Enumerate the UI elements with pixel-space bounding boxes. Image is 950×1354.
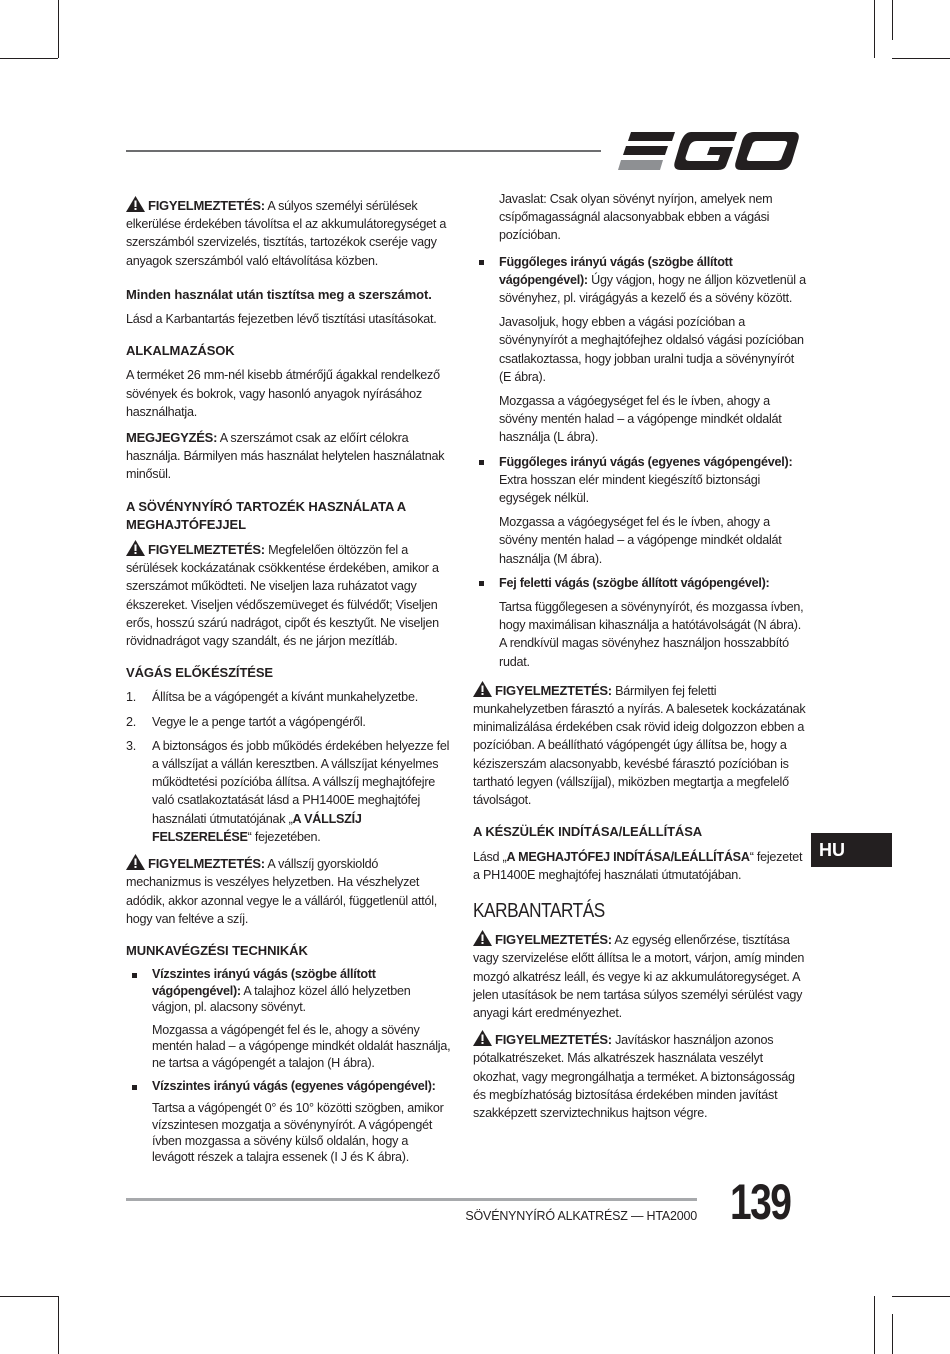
list-item [126, 737, 452, 846]
warning-text: Bármilyen fej feletti munkahelyzetben fárasztó a nyírás. A balesetek kockázatának minimalizálása érdekében csak rövid ideig dolgozzon ebben a pozícióban. A beállítható vágópengét úgy állítsa be, hogy a kéziszerszám alacsonyabb, kevésbé fárasztó pozícióban is tartható legyen (vállszíjjal), miközben megtartja a megfelelő távolságot. [473, 683, 806, 808]
section-heading: A KÉSZÜLÉK INDÍTÁSA/LEÁLLÍTÁSA [473, 824, 703, 840]
warning-triangle-icon [126, 196, 145, 212]
bullet-item [473, 453, 806, 508]
crop-mark [58, 0, 59, 58]
bullet-detail: Tartsa függőlegesen a sövénynyírót, és mozgassa ívben, hogy maximálisan kihasználja a hatótávolságát (N ábra). A rendkívül magas sövényhez használjon hosszabbító rudat. [499, 600, 804, 669]
warning-paragraph [473, 681, 806, 809]
warning-text: Megfelelően öltözzön fel a sérülések kockázatának csökkentése érdekében, amikor a szerszámot működteti. Ne viseljen laza ruházatot vagy ékszereket. Viseljen védőszemüveget és fülvédőt; Viseljen erős, hosszú szárú nadrágot, cipőt és kesztyűt. Ne viseljen rövidnadrágot vagy szandált, és ne járjon mezítláb. [126, 543, 439, 649]
footer-rule [126, 1198, 697, 1201]
bullet-title: Vízszintes irányú vágás (egyenes vágópengével): [152, 1078, 436, 1093]
crop-mark [892, 1296, 950, 1297]
warning-text: A vállszíj gyorskioldó mechanizmus is veszélyes helyzetben. Ha vészhelyzet adódik, akkor azonnal vegye le a válláról, függetlenül attól, hogy van feltéve a szíj. [126, 857, 437, 926]
body-text [473, 848, 806, 884]
section-heading-large: KARBANTARTÁS [473, 899, 605, 922]
bullet-item [473, 574, 806, 592]
section-heading: MUNKAVÉGZÉSI TECHNIKÁK [126, 942, 308, 958]
bullet-detail: Mozgassa a vágóegységet fel és le ívben, ahogy a sövény mentén halad – a vágópenge mindkét oldalát használja (M ábra). [499, 515, 782, 566]
body-text: Lásd a Karbantartás fejezetben lévő tisztítási utasításokat. [126, 312, 437, 327]
warning-triangle-icon [126, 854, 145, 870]
step-text: Állítsa be a vágópengét a kívánt munkahelyzetbe. [152, 690, 418, 705]
bullet-detail: Tartsa a vágópengét 0° és 10° közötti szögben, amikor vízszintesen mozgatja a sövénynyírót. A vágópengét ívben mozgassa a sövény külső oldalán, hogy a levágott részek a talajra essenek (I J és K ábra). [152, 1101, 444, 1165]
bullet-detail: Javaslat: Csak olyan sövényt nyírjon, amelyek nem csípőmagasságnál alacsonyabbak ebben a vágási pozícióban. [499, 192, 773, 243]
bullet-title: Vízszintes irányú vágás (szögbe állított vágópengével): [152, 967, 376, 998]
warning-text: Az egység ellenőrzése, tisztítása vagy szervizelése előtt állítsa le a motort, várjon, amíg minden mozgó alkatrész leáll, és vegye ki az akkumulátoregységet. A jelen utasítások be nem tartása súlyos személyi sérülést vagy anyagi kárt eredményezhet. [473, 933, 805, 1020]
step-text: Vegye le a penge tartót a vágópengéről. [152, 714, 366, 729]
step-number: 3. [126, 738, 137, 753]
section-heading: Minden használat után tisztítsa meg a szerszámot. [126, 286, 432, 302]
warning-paragraph [126, 540, 452, 650]
bullet-item [126, 966, 452, 1016]
crop-mark [892, 1314, 893, 1354]
body-text: A terméket 26 mm-nél kisebb átmérőjű ágakkal rendelkező sövények és bokrok, vagy hasonló anyagok nyírásához használhatja. [126, 368, 440, 419]
footer-title: SÖVÉNYNYÍRÓ ALKATRÉSZ — HTA2000 [465, 1209, 697, 1223]
section-heading: ALKALMAZÁSOK [126, 343, 235, 359]
language-tab: HU [811, 833, 892, 867]
warning-text: Javításkor használjon azonos pótalkatrészeket. Más alkatrészek használata veszélyt okozhat, vagy megrongálhatja a terméket. A biztonságosság és megbízhatóság biztosítása érdekében minden javítást szakképzett szerviztechnikus hajtson végre. [473, 1033, 795, 1120]
page-number: 139 [730, 1174, 791, 1230]
bullet-detail: Javasoljuk, hogy ebben a vágási pozícióban a sövénynyírót a meghajtófejhez oldalsó vágási pozícióban csatlakoztassa, hogy jobban uralni tudja a sövénynyírót (E ábra). [499, 315, 804, 384]
warning-label: FIGYELMEZTETÉS: [495, 1032, 612, 1048]
section-heading: VÁGÁS ELŐKÉSZÍTÉSE [126, 665, 274, 681]
chapter-reference: A MEGHAJTÓFEJ INDÍTÁSA/LEÁLLÍTÁSA [506, 849, 750, 864]
warning-label: FIGYELMEZTETÉS: [148, 856, 265, 872]
bullet-square [132, 1085, 137, 1090]
crop-mark [0, 58, 58, 59]
bullet-square [132, 973, 137, 978]
warning-label: FIGYELMEZTETÉS: [495, 932, 612, 948]
warning-label: FIGYELMEZTETÉS: [148, 198, 265, 213]
warning-paragraph [473, 930, 806, 1022]
bullet-title: Fej feletti vágás (szögbe állított vágópengével): [499, 575, 770, 590]
bullet-text: Úgy vágjon, hogy ne álljon közvetlenül a sövényhez, pl. virágágyás a kezelő és a sövény között. [499, 272, 806, 306]
warning-triangle-icon [473, 681, 492, 697]
crop-mark [892, 58, 950, 59]
section-heading: A SÖVÉNYNYÍRÓ TARTOZÉK HASZNÁLATA A MEGHAJTÓFEJJEL [126, 498, 406, 532]
bullet-detail: Mozgassa a vágóegységet fel és le ívben, ahogy a sövény mentén halad – a vágópenge mindkét oldalát használja (L ábra). [499, 394, 782, 445]
crop-mark [0, 1296, 58, 1297]
warning-triangle-icon [473, 930, 492, 946]
crop-mark [874, 0, 875, 58]
note-paragraph [126, 429, 452, 484]
note-label: MEGJEGYZÉS: [126, 430, 218, 446]
steps-list [126, 688, 452, 846]
step-number: 2. [126, 714, 137, 729]
step-text-end: “ fejezetében. [247, 829, 321, 844]
bullet-square [479, 581, 484, 586]
bullet-square [479, 260, 484, 265]
bullet-title: Függőleges irányú vágás (egyenes vágópengével): [499, 454, 793, 469]
bullet-detail: Mozgassa a vágópengét fel és le, ahogy a sövény mentén halad – a vágópenge mindkét oldalát használja, ne tartsa a vágópengét a talajon (H ábra). [152, 1022, 451, 1071]
warning-label: FIGYELMEZTETÉS: [148, 542, 265, 558]
list-item [126, 688, 452, 706]
bullet-text: A talajhoz közel álló helyzetben vágjon, pl. alacsony sövényt. [152, 983, 411, 1015]
step-text: A biztonságos és jobb működés érdekében helyezze fel a vállszíjat a vállán keresztben. A vállszíjat kényelmes működtetési pozícióba állítsa. A vállszíj meghajtófejre való csatlakoztatását lásd a PH1400E meghajtófej használati útmutatójának „ [152, 738, 450, 826]
text-fragment: “ fejezetet a PH1400E meghajtófej használati útmutatójában. [473, 849, 803, 882]
warning-triangle-icon [473, 1030, 492, 1046]
warning-paragraph [126, 196, 452, 270]
header-rule [126, 150, 601, 152]
warning-paragraph [473, 1030, 806, 1122]
step-number: 1. [126, 690, 137, 705]
warning-paragraph [126, 854, 452, 928]
chapter-reference: A VÁLLSZÍJ FELSZERELÉSE [152, 811, 362, 844]
text-fragment: Lásd „ [473, 849, 507, 864]
left-column [126, 190, 452, 1172]
warning-triangle-icon [126, 540, 145, 556]
right-column [473, 190, 806, 1130]
bullet-title: Függőleges irányú vágás (szögbe állított vágópengével): [499, 254, 733, 287]
crop-mark [892, 0, 893, 40]
crop-mark [58, 1296, 59, 1354]
crop-mark [874, 1296, 875, 1354]
ego-logo [617, 130, 800, 172]
note-text: A szerszámot csak az előírt célokra használja. Bármilyen más használat helytelen használatnak minősül. [126, 431, 445, 482]
warning-text: A súlyos személyi sérülések elkerülése érdekében távolítsa el az akkumulátoregységet a szerszámból szervizelés, tisztítás, tartozékok cseréje vagy anyagok szerszámból való eltávolítása közben. [126, 199, 447, 268]
bullet-square [479, 460, 484, 465]
list-item [126, 713, 452, 731]
bullet-item [473, 253, 806, 308]
bullet-item [126, 1078, 452, 1095]
warning-label: FIGYELMEZTETÉS: [495, 682, 612, 698]
bullet-text: Extra hosszan elér mindent kiegészítő biztonsági egységek nélkül. [499, 472, 761, 506]
